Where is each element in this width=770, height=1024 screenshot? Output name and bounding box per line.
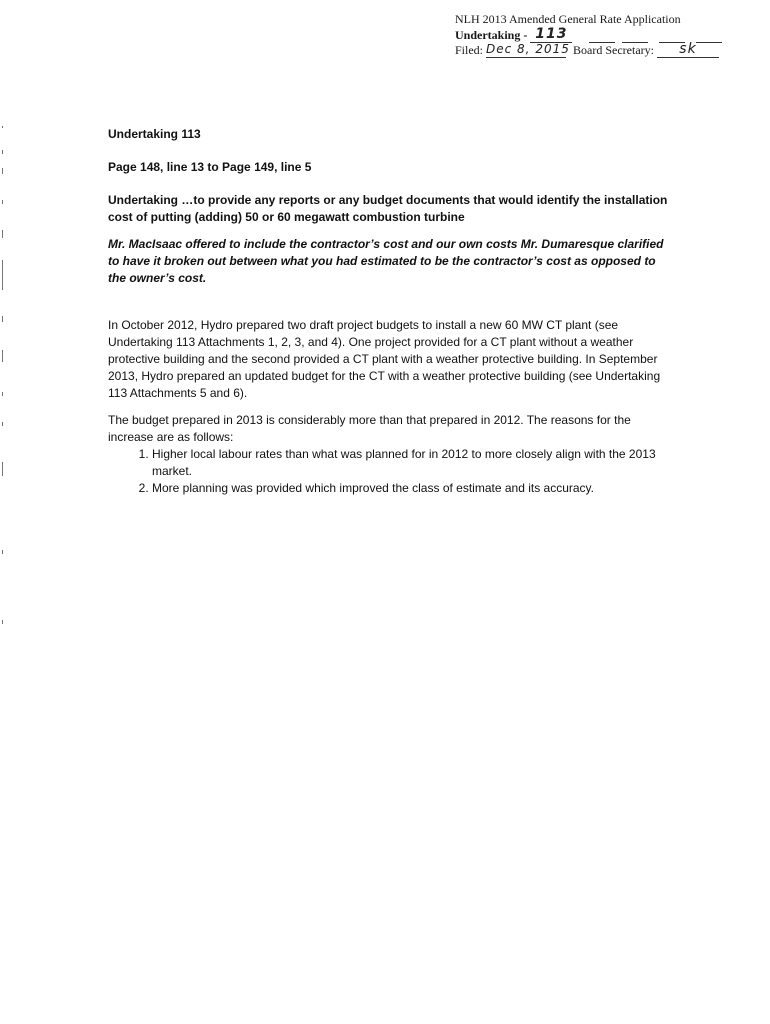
response-paragraph-1: In October 2012, Hydro prepared two draft project budgets to install a new 60 MW CT plant (see Undertaking 113 Attachments 1, 2, 3, and 4). One project provided for a CT plant without a weather protective building and the second provided a CT plant with a weather protective building. In September 2013, Hydro prepared an updated budget for the CT with a weather protective building (see Undertaking 113 Attachments 5 and 6). [108, 318, 661, 400]
transcript-reference: Page 148, line 13 to Page 149, line 5 [108, 160, 312, 174]
undertaking-request: Undertaking …to provide any reports or any budget documents that would identify the installation cost of putting (adding) 50 or 60 megawatt combustion turbine [108, 193, 668, 224]
stamp-filed-value: Dec 8, 2015 [486, 42, 570, 56]
stamp-secretary-field [657, 42, 719, 58]
stamp-filed-row [455, 42, 755, 57]
document-heading: Undertaking 113 [108, 127, 201, 141]
stamp-undertaking-row [455, 27, 755, 42]
stamp-undertaking-value: 113 [535, 26, 568, 42]
stamp-undertaking-label: Undertaking - [455, 28, 528, 42]
stamp-filed-field [486, 42, 570, 58]
stamp-filed-label: Filed: [455, 43, 484, 57]
scan-margin-marks [2, 120, 6, 640]
stamp-undertaking-field [530, 27, 572, 43]
list-item: 1. Higher local labour rates than what was planned for in 2012 to more closely align with the 2013 market. [152, 446, 668, 480]
stamp-application-line: NLH 2013 Amended General Rate Application [455, 12, 681, 26]
undertaking-document [108, 126, 668, 497]
filing-stamp [455, 12, 755, 57]
list-item: 2. More planning was provided which improved the class of estimate and its accuracy. [152, 480, 668, 497]
clarification-note: Mr. MacIsaac offered to include the contractor’s cost and our own costs Mr. Dumaresque clarified to have it broken out between what you had estimated to be the contractor’s cost as opposed to the owner’s cost. [108, 237, 664, 285]
reasons-list [108, 446, 668, 497]
stamp-secretary-initials: sk [679, 41, 697, 57]
response-paragraph-2: The budget prepared in 2013 is considerably more than that prepared in 2012. The reasons for the increase are as follows: [108, 413, 631, 444]
stamp-secretary-label: Board Secretary: [573, 43, 654, 57]
